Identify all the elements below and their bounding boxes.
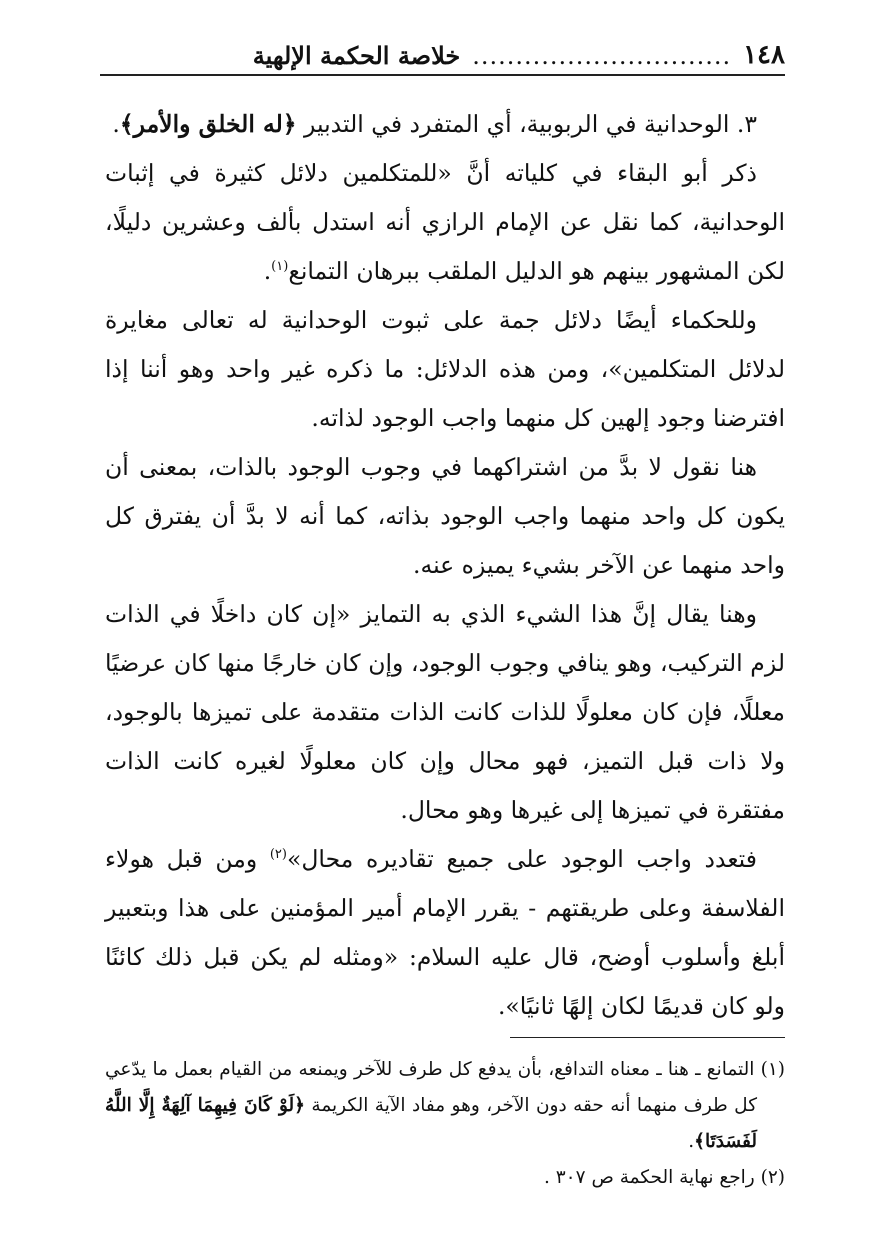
footnote-1 (105, 1052, 785, 1160)
header-leader-dots: .............................. (472, 42, 732, 70)
paragraph-3 (105, 296, 785, 443)
paragraph-1 (105, 100, 785, 149)
quran-verse: ﴿له الخلق والأمر﴾ (119, 110, 297, 138)
footnotes (105, 1052, 785, 1196)
paragraph-3-text: وللحكماء أيضًا دلائل جمة على ثبوت الوحدانية له تعالى مغايرة لدلائل المتكلمين»، ومن هذه الدلائل: ما ذكره غير واحد وهو أننا إذا افترضنا وجود إلهين كل منهما واجب الوجود لذاته. (105, 306, 785, 432)
paragraph-2-end: . (263, 257, 272, 285)
footnote-divider (510, 1037, 785, 1038)
footnote-ref-2[interactable]: (٢) (269, 847, 287, 863)
paragraph-1-end: . (112, 110, 120, 138)
footnote-quran-verse: ﴿لَوْ كَانَ فِيهِمَا آلِهَةٌ إِلَّا اللَّهُ لَفَسَدَتَا﴾ (105, 1095, 757, 1152)
footnote-1-end: . (688, 1131, 695, 1152)
footnote-ref-1[interactable]: (١) (271, 259, 289, 275)
book-title: خلاصة الحكمة الإلهية (252, 41, 461, 70)
paragraph-6-end: ومن قبل هولاء الفلاسفة وعلى طريقتهم - يقرر الإمام أمير المؤمنين على هذا وبتعبير أبلغ وأسلوب أوضح، قال عليه السلام: «ومثله لم يكن قبل ذلك كائنًا ولو كان قديمًا لكان إلهًا ثانيًا». (105, 845, 785, 1020)
main-text (105, 100, 785, 1031)
paragraph-6 (105, 835, 785, 1031)
paragraph-6-text: فتعدد واجب الوجود على جميع تقاديره محال» (286, 845, 757, 873)
paragraph-2 (105, 149, 785, 296)
paragraph-5-text: وهنا يقال إنَّ هذا الشيء الذي به التمايز «إن كان داخلًا في الذات لزم التركيب، وهو ينافي وجوب الوجود، وإن كان خارجًا منها كان عرضيًا معللًا، فإن كان معلولًا للذات كانت الذات متقدمة على تميزها بالوجود، ولا ذات قبل التميز، فهو محال وإن كان معلولًا لغيره كانت الذات مفتقرة في تميزها إلى غيرها وهو محال. (105, 600, 785, 824)
running-header (100, 30, 785, 76)
paragraph-4-text: هنا نقول لا بدَّ من اشتراكهما في وجوب الوجود بالذات، بمعنى أن يكون كل واحد منهما واجب الوجود بذاته، كما أنه لا بدَّ أن يفترق كل واحد منهما عن الآخر بشيء يميزه عنه. (105, 453, 785, 579)
footnote-2 (105, 1160, 785, 1196)
paragraph-4 (105, 443, 785, 590)
paragraph-2-text: ذكر أبو البقاء في كلياته أنَّ «للمتكلمين دلائل كثيرة في إثبات الوحدانية، كما نقل عن الإمام الرازي أنه استدل بألف وعشرين دليلًا، لكن المشهور بينهم هو الدليل الملقب ببرهان التمانع (105, 159, 785, 285)
paragraph-1-text: ٣. الوحدانية في الربوبية، أي المتفرد في التدبير (296, 110, 757, 138)
footnote-2-text: (٢) راجع نهاية الحكمة ص ٣٠٧ . (543, 1167, 785, 1188)
footnote-1-text: (١) التمانع ـ هنا ـ معناه التدافع، بأن يدفع كل طرف للآخر ويمنعه من القيام بعمل ما يدّعي كل طرف منهما أنه حقه دون الآخر، وهو مفاد الآية الكريمة (105, 1059, 785, 1116)
paragraph-5 (105, 590, 785, 835)
page-number: ١٤٨ (743, 40, 785, 70)
